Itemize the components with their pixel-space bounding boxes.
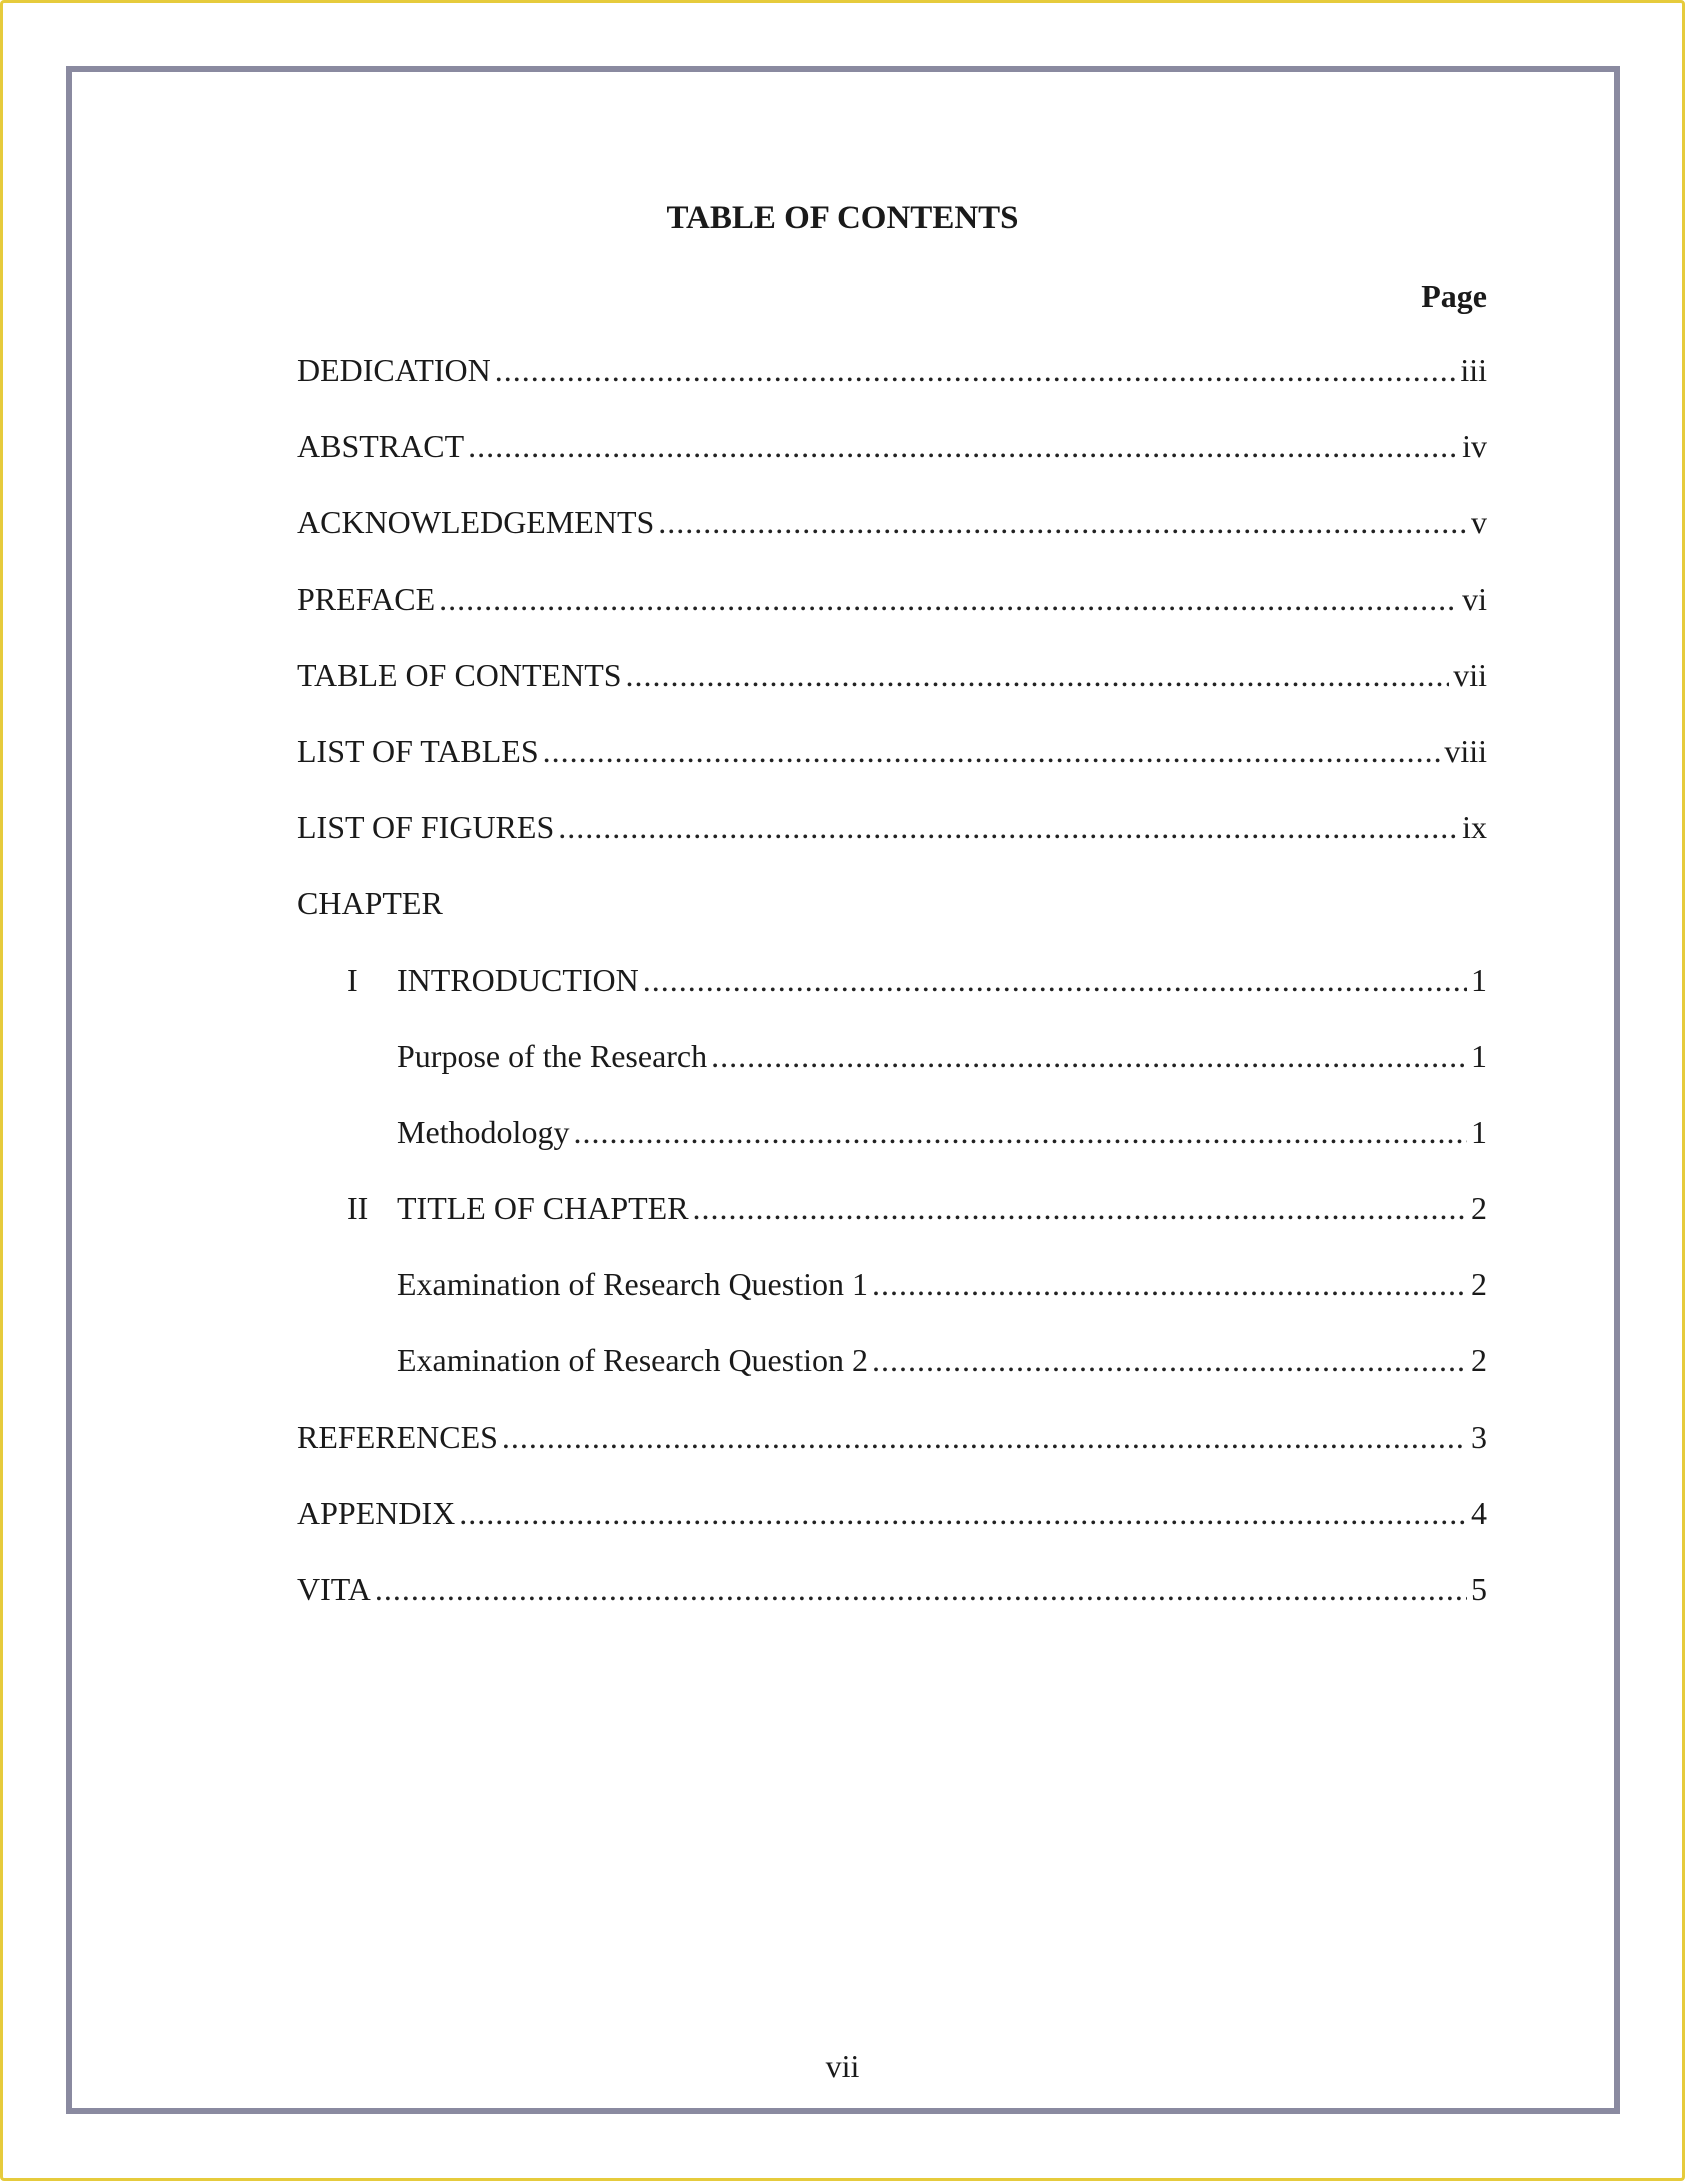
toc-entry-label: Methodology: [397, 1113, 570, 1150]
page-title: TABLE OF CONTENTS: [666, 200, 1019, 236]
toc-entry-appendix[interactable]: [297, 1493, 1487, 1569]
toc-entry-label: ABSTRACT: [297, 428, 465, 465]
toc-entry-page: 2: [1471, 1342, 1487, 1379]
toc-entry-label: REFERENCES: [297, 1418, 498, 1455]
toc-entry-preface[interactable]: [297, 579, 1487, 655]
toc-entry-page: 1: [1471, 961, 1487, 998]
toc-entry-page: vii: [1453, 656, 1487, 693]
dot-leader: [872, 1264, 1467, 1304]
dot-leader: [626, 655, 1450, 695]
toc-entry-label: APPENDIX: [297, 1494, 456, 1531]
toc-entry-references[interactable]: [297, 1417, 1487, 1493]
toc-entry-label: Examination of Research Question 1: [397, 1266, 868, 1303]
toc-entry-label: DEDICATION: [297, 352, 491, 388]
dot-leader: [693, 1188, 1467, 1228]
toc-entry-dedication[interactable]: [297, 350, 1487, 426]
chapter-numeral: II: [347, 1190, 369, 1227]
toc-entry-page: vi: [1462, 580, 1487, 617]
toc-entry-list-of-figures[interactable]: [297, 807, 1487, 883]
toc-entry-page: iv: [1462, 428, 1487, 465]
dot-leader: [375, 1569, 1467, 1609]
toc-entry-vita[interactable]: [297, 1569, 1487, 1645]
toc-entry-page: 1: [1471, 1037, 1487, 1074]
toc-entry-table-of-contents[interactable]: [297, 655, 1487, 731]
toc-entry-label: CHAPTER: [297, 885, 443, 922]
toc-entry-methodology[interactable]: [297, 1112, 1487, 1188]
toc-entry-label: INTRODUCTION: [397, 961, 639, 998]
toc-entry-label: ACKNOWLEDGEMENTS: [297, 504, 655, 541]
toc-entry-label: VITA: [297, 1571, 371, 1607]
toc-entry-list-of-tables[interactable]: [297, 731, 1487, 807]
toc-entry-page: 1: [1471, 1113, 1487, 1150]
dot-leader: [558, 807, 1458, 847]
dot-leader: [502, 1417, 1467, 1457]
dot-leader: [459, 1493, 1467, 1533]
toc-entry-page: 2: [1471, 1190, 1487, 1227]
dot-leader: [439, 579, 1458, 619]
toc-section-chapter: [297, 883, 1487, 959]
dot-leader: [543, 731, 1441, 771]
toc-entry-label: TITLE OF CHAPTER: [397, 1190, 689, 1227]
dot-leader: [872, 1340, 1467, 1380]
toc-entry-label: PREFACE: [297, 580, 436, 617]
toc-list: [297, 350, 1487, 1645]
toc-entry-page: 2: [1471, 1266, 1487, 1303]
dot-leader: [658, 502, 1467, 542]
toc-entry-purpose-of-research[interactable]: [297, 1036, 1487, 1112]
toc-entry-abstract[interactable]: [297, 426, 1487, 502]
dot-leader: [573, 1112, 1467, 1152]
dot-leader: [495, 350, 1457, 390]
toc-entry-page: 3: [1471, 1418, 1487, 1455]
toc-entry-label: TABLE OF CONTENTS: [297, 656, 622, 693]
toc-entry-page: v: [1471, 504, 1487, 541]
dot-leader: [711, 1036, 1467, 1076]
page-number: vii: [825, 2048, 860, 2084]
dot-leader: [468, 426, 1458, 466]
toc-entry-acknowledgements[interactable]: [297, 502, 1487, 578]
toc-entry-page: iii: [1460, 352, 1487, 388]
toc-entry-research-question-2[interactable]: [297, 1340, 1487, 1416]
toc-entry-research-question-1[interactable]: [297, 1264, 1487, 1340]
toc-entry-introduction[interactable]: [297, 960, 1487, 1036]
dot-leader: [643, 960, 1467, 1000]
toc-entry-label: Examination of Research Question 2: [397, 1342, 868, 1379]
toc-entry-page: ix: [1462, 809, 1487, 846]
toc-entry-label: LIST OF TABLES: [297, 732, 539, 769]
toc-entry-label: LIST OF FIGURES: [297, 809, 555, 846]
page-column-heading: Page: [1421, 278, 1487, 314]
toc-entry-title-of-chapter[interactable]: [297, 1188, 1487, 1264]
chapter-numeral: I: [347, 961, 358, 998]
toc-entry-page: viii: [1444, 732, 1487, 769]
toc-entry-label: Purpose of the Research: [397, 1037, 708, 1074]
toc-entry-page: 4: [1471, 1494, 1487, 1531]
toc-entry-page: 5: [1471, 1571, 1487, 1607]
